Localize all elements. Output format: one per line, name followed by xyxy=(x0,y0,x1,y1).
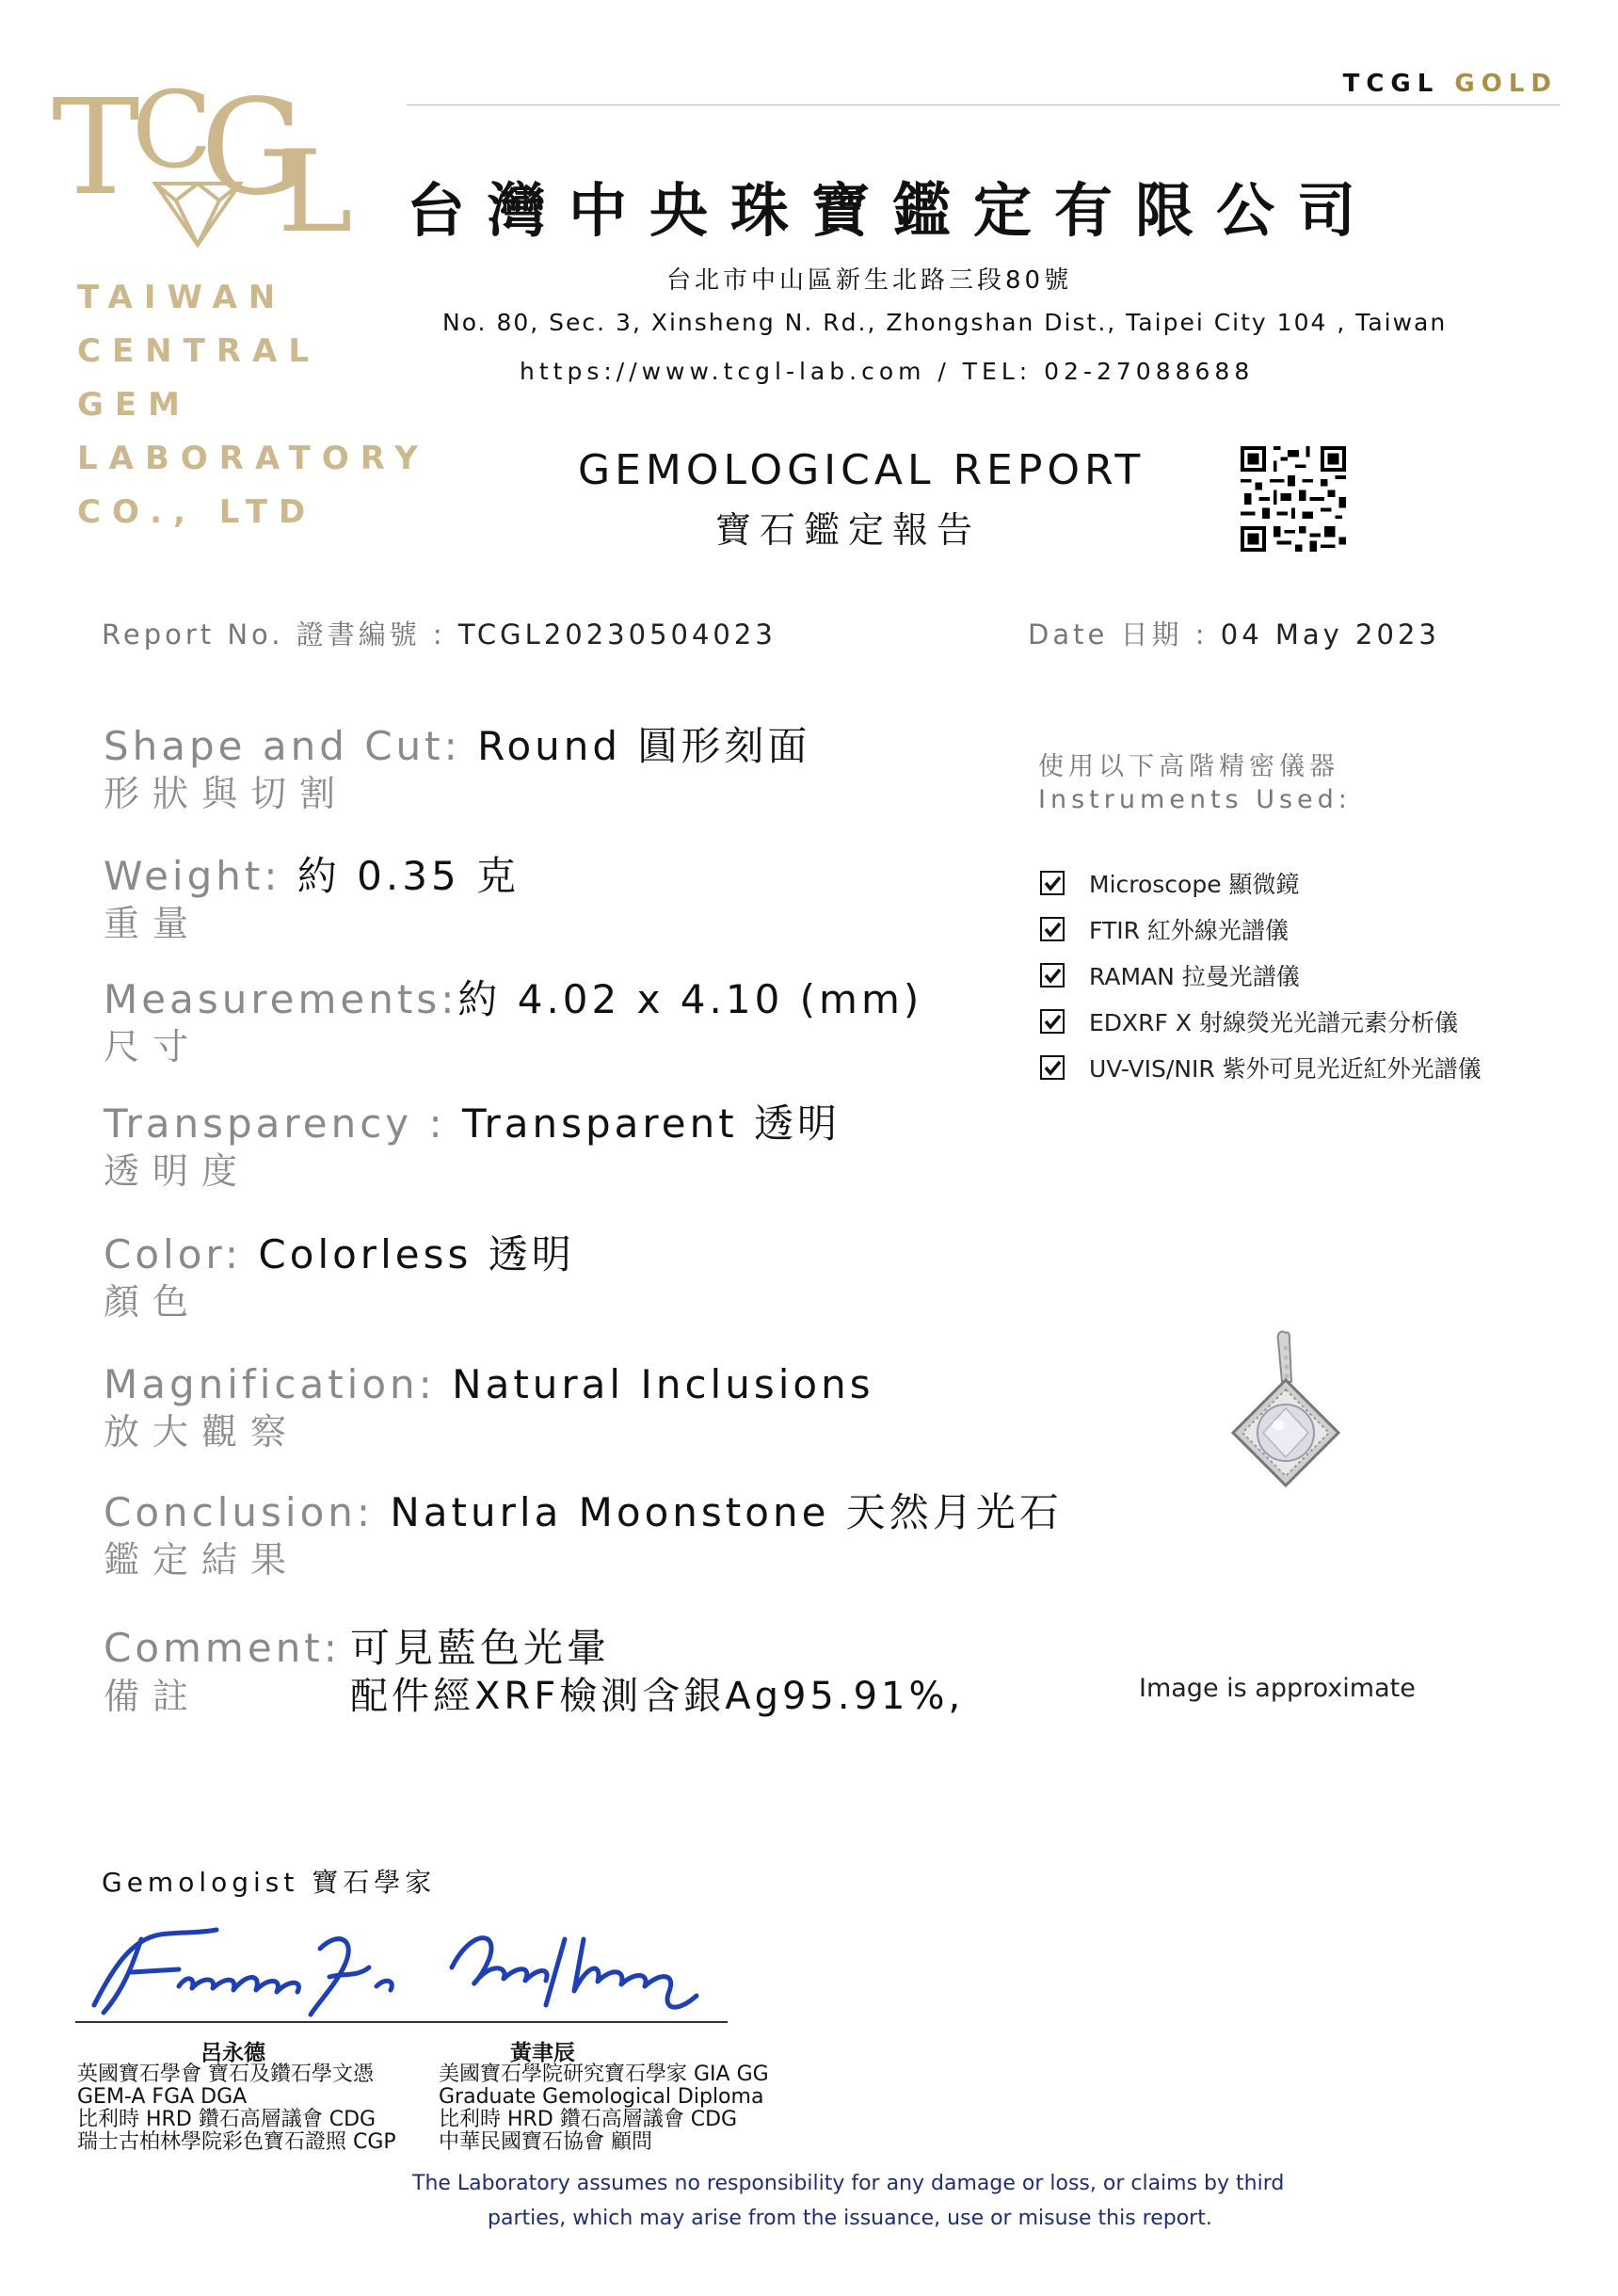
signature-rule xyxy=(75,2021,728,2023)
svg-text:C: C xyxy=(132,70,213,192)
signature-image xyxy=(75,1911,734,2024)
comment-line-2: 配件經XRF檢測含銀Ag95.91%, xyxy=(350,1675,965,1718)
company-name: 台灣中央珠寶鑑定有限公司 xyxy=(407,176,1379,245)
field-label-zh: 尺寸 xyxy=(104,1026,202,1068)
field-label-zh: 重量 xyxy=(104,903,202,944)
credential-line: Graduate Gemological Diploma xyxy=(439,2085,764,2109)
gemologist-name: 呂永德 xyxy=(200,2041,265,2065)
field-value: Transparent 透明 xyxy=(462,1100,841,1147)
report-number-label: Report No. 證書編號 : xyxy=(102,618,458,650)
field-label: Transparency : xyxy=(104,1100,462,1147)
credential-line: 比利時 HRD 鑽石高層議會 CDG xyxy=(77,2108,376,2131)
instrument-item xyxy=(1040,912,1289,946)
svg-text:L: L xyxy=(278,127,353,254)
instrument-item xyxy=(1040,866,1300,900)
field-shape-cut xyxy=(104,723,811,814)
field-label-zh: 形狀與切割 xyxy=(104,773,349,814)
field-value: Naturla Moonstone 天然月光石 xyxy=(390,1489,1063,1535)
field-label-zh: 鑑定結果 xyxy=(104,1539,300,1581)
instruments-heading-zh: 使用以下高階精密儀器 xyxy=(1038,752,1339,781)
gem-pendant-image xyxy=(1224,1327,1346,1497)
address-en: No. 80, Sec. 3, Xinsheng N. Rd., Zhongshan Dist., Taipei City 104 , Taiwan xyxy=(442,309,1448,336)
tcgl-logo-icon xyxy=(52,52,353,254)
instrument-item xyxy=(1040,958,1300,992)
lab-name-line: GEM xyxy=(77,386,191,424)
brand-tag xyxy=(1343,70,1558,98)
field-value: 約 4.02 x 4.10 (mm) xyxy=(457,976,923,1022)
field-weight xyxy=(104,853,521,944)
field-label: Weight: xyxy=(104,853,297,899)
lab-name-line: CENTRAL xyxy=(77,332,320,370)
checkbox-checked-icon xyxy=(1040,1009,1065,1034)
instrument-item xyxy=(1040,1051,1482,1084)
field-measurements xyxy=(104,976,923,1068)
field-label-zh: 備註 xyxy=(104,1676,202,1717)
checkbox-checked-icon xyxy=(1040,963,1065,987)
report-date xyxy=(1028,614,1440,652)
instruments-heading: Instruments Used: xyxy=(1038,785,1352,814)
field-label: Shape and Cut: xyxy=(104,723,478,769)
report-number-value: TCGL20230504023 xyxy=(457,618,777,650)
disclaimer-line: parties, which may arise from the issuance, use or misuse this report. xyxy=(488,2207,1212,2230)
disclaimer-line: The Laboratory assumes no responsibility for any damage or loss, or claims by third xyxy=(412,2172,1285,2195)
field-conclusion xyxy=(104,1489,1063,1581)
field-value: 約 0.35 克 xyxy=(296,853,521,899)
credential-line: 美國寶石學院研究寶石學家 GIA GG xyxy=(439,2063,769,2086)
comment-line-1: 可見藍色光暈 xyxy=(350,1625,611,1671)
credential-line: 中華民國寶石協會 顧問 xyxy=(439,2130,652,2154)
credential-line: 英國寶石學會 寶石及鑽石學文憑 xyxy=(77,2063,374,2086)
lab-name-line: TAIWAN xyxy=(77,279,287,316)
svg-text:T: T xyxy=(52,72,140,225)
field-label: Color: xyxy=(104,1231,259,1277)
svg-text:G: G xyxy=(200,72,306,225)
field-comment xyxy=(104,1625,965,1718)
gemologist-name: 黃聿辰 xyxy=(510,2041,575,2065)
header-rule xyxy=(407,104,1560,105)
gemologist-credentials xyxy=(77,2063,396,2154)
report-number xyxy=(102,614,777,652)
report-date-label: Date 日期 : xyxy=(1028,618,1221,650)
lab-name-line: CO., LTD xyxy=(77,493,317,531)
field-label: Comment: xyxy=(104,1625,341,1671)
field-label-zh: 顏色 xyxy=(104,1281,202,1323)
checkbox-checked-icon xyxy=(1040,917,1065,941)
instrument-label: RAMAN 拉曼光譜儀 xyxy=(1089,963,1300,990)
report-title-zh: 寶石鑑定報告 xyxy=(715,509,982,551)
qr-code-icon xyxy=(1241,446,1346,552)
field-transparency xyxy=(104,1100,841,1192)
brand-tag-prefix: TCGL xyxy=(1342,70,1440,98)
instrument-label: FTIR 紅外線光譜儀 xyxy=(1089,917,1289,944)
report-date-value: 04 May 2023 xyxy=(1220,618,1440,650)
credential-line: 瑞士古柏林學院彩色寶石證照 CGP xyxy=(77,2130,396,2154)
instrument-item xyxy=(1040,1004,1458,1038)
address-zh: 台北市中山區新生北路三段80號 xyxy=(666,266,1073,295)
instrument-label: Microscope 顯微鏡 xyxy=(1089,871,1300,898)
field-color xyxy=(104,1231,575,1323)
credential-line: GEM-A FGA DGA xyxy=(77,2085,248,2109)
lab-name-line: LABORATORY xyxy=(77,440,429,477)
instrument-label: UV-VIS/NIR 紫外可見光近紅外光譜儀 xyxy=(1089,1055,1482,1083)
field-value: Colorless 透明 xyxy=(258,1231,575,1277)
contact-line: https://www.tcgl-lab.com / TEL: 02-27088688 xyxy=(520,358,1255,385)
credential-line: 比利時 HRD 鑽石高層議會 CDG xyxy=(439,2108,738,2131)
field-value: Natural Inclusions xyxy=(452,1361,874,1407)
instrument-label: EDXRF X 射線熒光光譜元素分析儀 xyxy=(1089,1009,1458,1036)
gemologist-label: Gemologist 寶石學家 xyxy=(102,1867,437,1898)
field-magnification xyxy=(104,1361,874,1453)
field-label: Magnification: xyxy=(104,1361,453,1407)
image-note: Image is approximate xyxy=(1139,1674,1416,1703)
brand-tag-suffix: GOLD xyxy=(1454,70,1558,98)
field-label: Measurements: xyxy=(104,976,458,1022)
checkbox-checked-icon xyxy=(1040,871,1065,895)
field-value: Round 圓形刻面 xyxy=(477,723,811,769)
gemologist-credentials xyxy=(439,2063,769,2154)
report-title: GEMOLOGICAL REPORT xyxy=(578,446,1145,494)
field-label-zh: 透明度 xyxy=(104,1150,251,1192)
field-label: Conclusion: xyxy=(104,1489,391,1535)
checkbox-checked-icon xyxy=(1040,1055,1065,1080)
field-label-zh: 放大觀察 xyxy=(104,1411,300,1453)
